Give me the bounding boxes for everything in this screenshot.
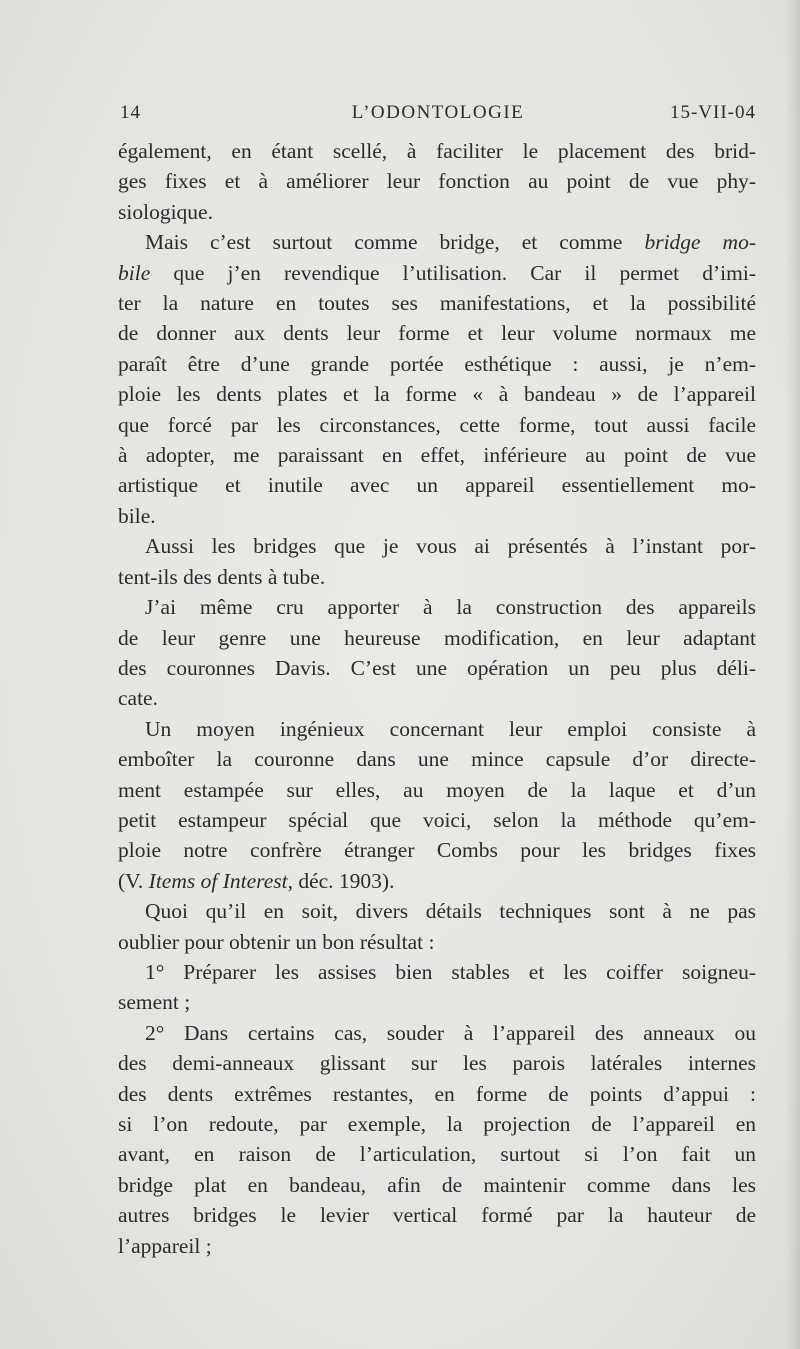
paragraph-3 bbox=[118, 531, 756, 592]
text-line: 2° Dans certains cas, souder à l’appareil des anneaux ou bbox=[145, 1020, 756, 1045]
text-line: de leur genre une heureuse modification, en leur adaptant bbox=[118, 625, 756, 650]
text-line: ploie notre confrère étranger Combs pour les bridges fixes bbox=[118, 838, 756, 863]
paragraph-4 bbox=[118, 592, 756, 714]
text-line: bridge plat en bandeau, afin de maintenir comme dans les bbox=[118, 1172, 756, 1197]
text-line: des dents extrêmes restantes, en forme de points d’appui : bbox=[118, 1081, 756, 1106]
text-line: sement ; bbox=[118, 990, 191, 1015]
text-line: des demi-anneaux glissant sur les parois latérales internes bbox=[118, 1051, 756, 1076]
text-line: des couronnes Davis. C’est une opération un peu plus déli- bbox=[118, 655, 756, 680]
text-run: Mais c’est surtout comme bridge, et comme bbox=[145, 230, 645, 255]
page-number: 14 bbox=[120, 102, 141, 123]
text-run: que j’en revendique l’utilisation. Car il permet d’imi- bbox=[150, 260, 756, 285]
paragraph-8 bbox=[118, 1018, 756, 1261]
italic-run: Items of Interest bbox=[148, 868, 288, 893]
issue-date: 15-VII-04 bbox=[669, 102, 756, 123]
text-line: si l’on redoute, par exemple, la projection de l’appareil en bbox=[118, 1112, 756, 1136]
text-line: autres bridges le levier vertical formé par la hauteur de bbox=[118, 1203, 756, 1228]
text-line: cate. bbox=[118, 686, 158, 711]
text-line: ges fixes et à améliorer leur fonction au point de vue phy- bbox=[118, 169, 756, 194]
text-line: oublier pour obtenir un bon résultat : bbox=[118, 929, 435, 954]
text-line: ment estampée sur elles, au moyen de la laque et d’un bbox=[118, 777, 756, 802]
text-line: également, en étant scellé, à faciliter le placement des brid- bbox=[118, 139, 756, 163]
text-line: paraît être d’une grande portée esthétique : aussi, je n’em- bbox=[118, 351, 756, 376]
text-run: (V. bbox=[118, 868, 149, 893]
paragraph-1 bbox=[118, 136, 756, 227]
text-line: tent-ils des dents à tube. bbox=[118, 564, 326, 589]
text-line bbox=[118, 258, 756, 288]
paragraph-6 bbox=[118, 896, 756, 957]
text-line: petit estampeur spécial que voici, selon la méthode qu’em- bbox=[118, 807, 756, 832]
text-line: ter la nature en toutes ses manifestations, et la possibilité bbox=[118, 291, 756, 316]
paragraph-2 bbox=[118, 227, 756, 531]
italic-run: bridge mo- bbox=[644, 230, 756, 255]
text-line: artistique et inutile avec un appareil essentiellement mo- bbox=[118, 473, 756, 498]
text-line bbox=[118, 866, 756, 896]
text-line: l’appareil ; bbox=[118, 1233, 212, 1258]
text-line: J’ai même cru apporter à la construction des appareils bbox=[145, 595, 756, 620]
text-line: bile. bbox=[118, 503, 156, 528]
text-line: avant, en raison de l’articulation, surtout si l’on fait un bbox=[118, 1142, 756, 1167]
italic-run: bile bbox=[118, 260, 151, 285]
text-line: Aussi les bridges que je vous ai présentés à l’instant por- bbox=[145, 534, 756, 559]
running-head bbox=[120, 98, 756, 130]
body-text bbox=[118, 136, 756, 1261]
paragraph-5 bbox=[118, 714, 756, 896]
text-line: 1° Préparer les assises bien stables et les coiffer soigneu- bbox=[145, 959, 756, 984]
text-line: à adopter, me paraissant en effet, inférieure au point de vue bbox=[118, 443, 756, 468]
paragraph-7 bbox=[118, 957, 756, 1018]
text-line: siologique. bbox=[118, 199, 213, 224]
page-edge-shadow bbox=[786, 0, 800, 1349]
text-line: Un moyen ingénieux concernant leur emploi consiste à bbox=[145, 716, 756, 741]
text-line: de donner aux dents leur forme et leur volume normaux me bbox=[118, 321, 756, 346]
text-line: que forcé par les circonstances, cette forme, tout aussi facile bbox=[118, 412, 756, 437]
text-line: Quoi qu’il en soit, divers détails techniques sont à ne pas bbox=[145, 899, 756, 924]
text-run: , déc. 1903). bbox=[287, 868, 395, 893]
journal-title: L’ODONTOLOGIE bbox=[351, 102, 525, 123]
text-line bbox=[118, 227, 756, 257]
text-line: emboîter la couronne dans une mince capsule d’or directe- bbox=[118, 747, 756, 772]
text-line: ploie les dents plates et la forme « à bandeau » de l’appareil bbox=[118, 382, 756, 407]
